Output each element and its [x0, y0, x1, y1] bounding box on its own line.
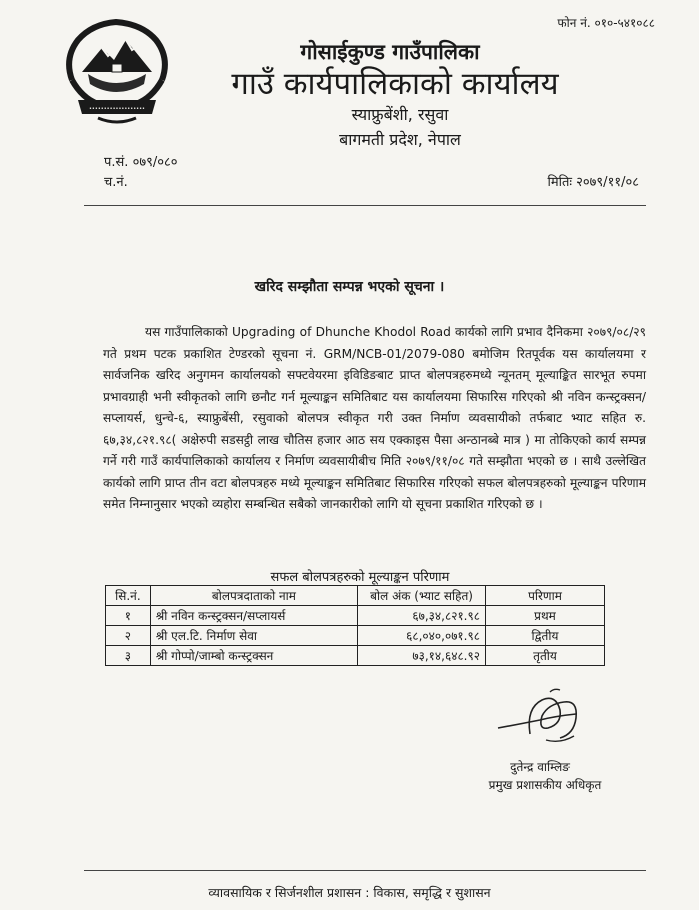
handwritten-signature-icon: [490, 684, 600, 754]
nepal-emblem-icon: [58, 18, 176, 130]
phone-number: फोन नं. ०१०-५४१०८८: [557, 16, 655, 30]
cell-result: द्वितीय: [485, 626, 604, 646]
org-name: गोसाईकुण्ड गाउँपालिका: [300, 40, 480, 64]
letter-date: मितिः २०७९/११/०८: [547, 175, 639, 190]
cell-sn: २: [106, 626, 151, 646]
address-line1: स्याफ्रुबेंशी, रसुवा: [351, 105, 449, 124]
notice-body: यस गाउँपालिकाको Upgrading of Dhunche Khodol Road कार्यको लागि प्रभाव दैनिकमा २०७९/०८/२९ गते प्रथम पटक प्रकाशित टेण्डरको सूचना नं. GRM/NCB-01/2079-080 बमोजिम रितपूर्वक यस कार्यालयमा र सार्वजनिक खरिद अनुगमन कार्यालयको सफ्टवेयरमा इविडिङबाट प्राप्त बोलपत्रहरुमध्ये न्यूनतम् मूल्याङ्कित सारभूत रुपमा प्रभावग्राही भनी स्वीकृतको लागि छनौट गर्न मूल्याङ्कन समितिबाट यस कार्यालयमा सिफारिस गरिएको श्री नविन कन्स्ट्रक्सन/सप्लायर्स, धुन्चे-६, स्याफ्रुबेंसी, रसुवाको बोलपत्र स्वीकृत गरी उक्त निर्माण व्यवसायीको तर्फबाट भ्याट सहित रु. ६७,३४,८२१.९८( अक्षेरुपी सडसट्ठी लाख चौतिस हजार आठ सय एक्काइस पैसा अन्ठानब्बे मात्र ) मा तोकिएको कार्य सम्पन्न गर्ने गरी गाउँ कार्यपालिकाको कार्यालय र निर्माण व्यवसायीबीच मिति २०७९/११/०८ गते सम्झौता भएको छ । साथै उल्लेखित कार्यको लागि प्राप्त तीन वटा बोलपत्रहरु मध्ये मूल्याङ्कन समितिबाट सिफारिस गरिएको सफल बोलपत्रहरुको मूल्याङ्कन परिणाम समेत निम्नानुसार भएको व्यहोरा सम्बन्धित सबैको जानकारीको लागि यो सूचना प्रकाशित गरिएको छ ।: [103, 325, 646, 511]
table-header-row: [106, 586, 605, 606]
header-divider: [84, 205, 646, 206]
cell-result: प्रथम: [485, 606, 604, 626]
footer-motto: व्यावसायिक र सिर्जनशील प्रशासन : विकास, समृद्धि र सुशासन: [208, 885, 491, 900]
table-caption: सफल बोलपत्रहरुको मूल्याङ्कन परिणाम: [270, 570, 450, 585]
cell-result: तृतीय: [485, 646, 604, 666]
cell-bid-amount: ६७,३४,८२१.९८: [358, 606, 486, 626]
cell-bidder: श्री नविन कन्स्ट्रक्सन/सप्लायर्स: [150, 606, 357, 626]
svg-text:•••••••••••••••••••: •••••••••••••••••••: [88, 106, 146, 112]
footer-divider: [84, 870, 646, 871]
table-row: [106, 626, 605, 646]
col-header-sn: सि.नं.: [106, 586, 151, 606]
col-header-result: परिणाम: [485, 586, 604, 606]
cell-bidder: श्री गोप्पो/जाम्बो कन्स्ट्रक्सन: [150, 646, 357, 666]
cell-bidder: श्री एल.टि. निर्माण सेवा: [150, 626, 357, 646]
office-name: गाउँ कार्यपालिकाको कार्यालय: [231, 66, 559, 102]
col-header-bidder: बोलपत्रदाताको नाम: [150, 586, 357, 606]
col-header-bid-amount: बोल अंक (भ्याट सहित): [358, 586, 486, 606]
evaluation-table: [105, 585, 605, 666]
cell-bid-amount: ६८,०४०,०७१.९८: [358, 626, 486, 646]
reference-number: प.सं. ०७९/०८०: [104, 155, 178, 170]
cell-bid-amount: ७३,१४,६४८.९२: [358, 646, 486, 666]
dispatch-number: च.नं.: [104, 175, 128, 190]
signatory-name: दुतेन्द्र वाम्लिङ: [510, 760, 570, 774]
signatory-title: प्रमुख प्रशासकीय अधिकृत: [488, 778, 602, 792]
notice-title: खरिद सम्झौता सम्पन्न भएको सूचना ।: [254, 279, 445, 295]
cell-sn: १: [106, 606, 151, 626]
address-line2: बागमती प्रदेश, नेपाल: [339, 130, 461, 149]
table-row: [106, 606, 605, 626]
table-row: [106, 646, 605, 666]
cell-sn: ३: [106, 646, 151, 666]
